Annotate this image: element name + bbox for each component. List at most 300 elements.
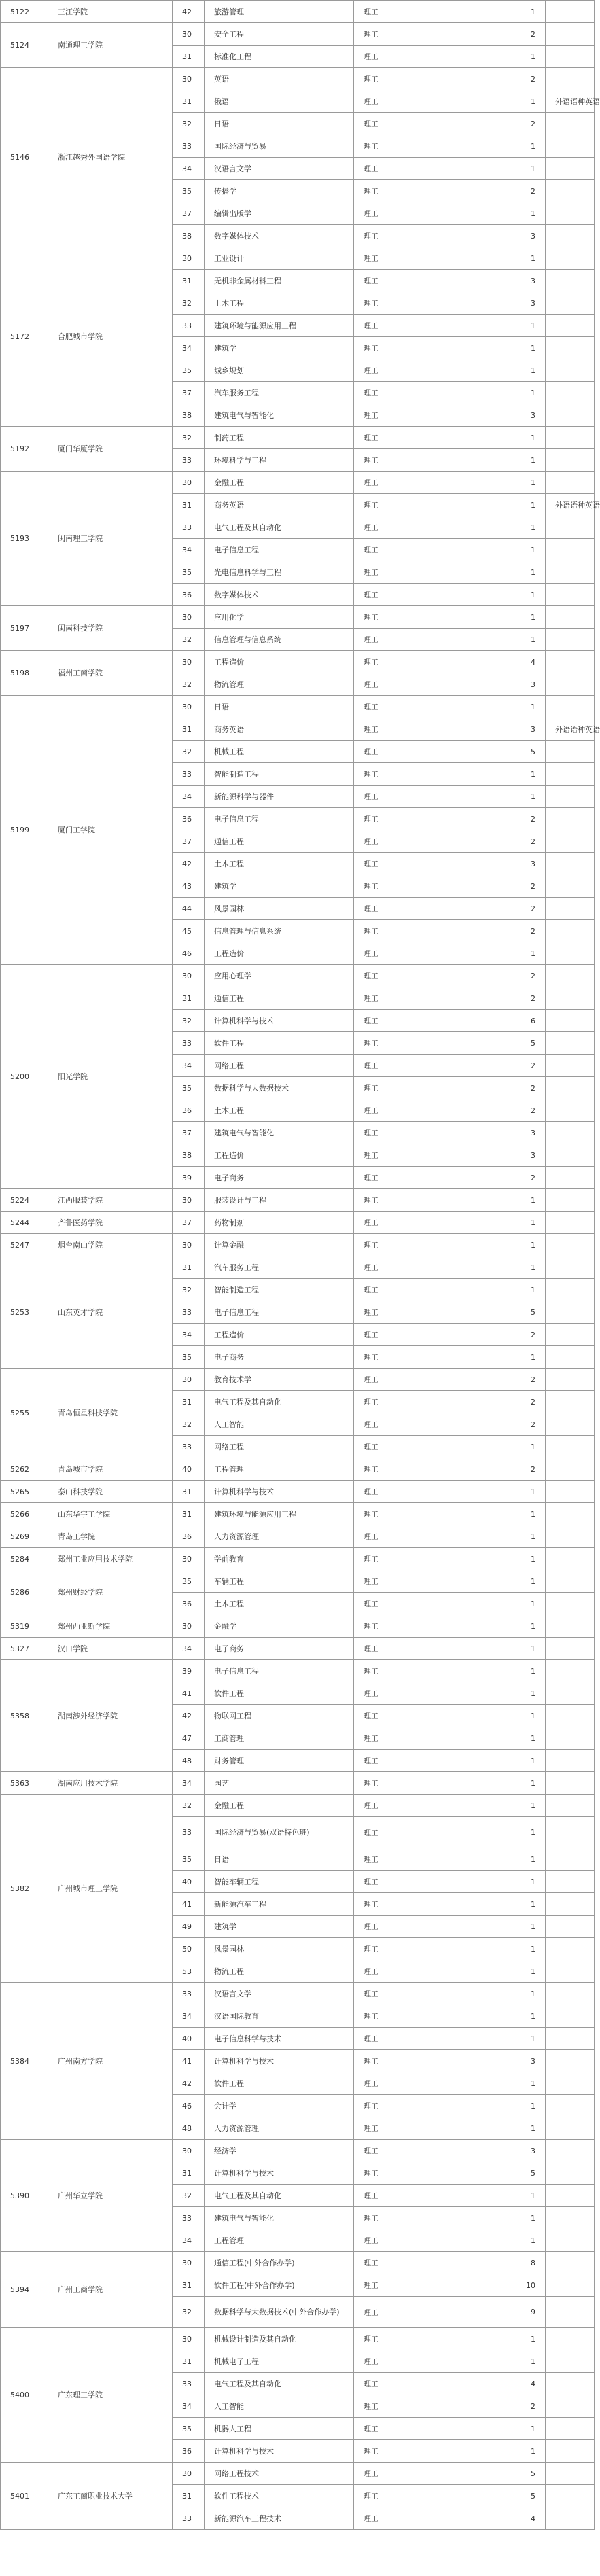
remark-cell	[546, 965, 595, 987]
group-code-cell: 33	[173, 449, 205, 472]
plan-count-cell: 2	[493, 830, 546, 853]
plan-count-cell: 8	[493, 2252, 546, 2274]
remark-cell	[546, 1, 595, 23]
major-name-cell: 土木工程	[205, 1593, 354, 1615]
remark-cell	[546, 1817, 595, 1848]
table-body	[1, 1, 600, 2530]
subject-type-cell: 理工	[354, 2229, 493, 2252]
group-code-cell: 34	[173, 539, 205, 561]
major-name-cell: 风景园林	[205, 1938, 354, 1960]
table-row	[1, 965, 595, 987]
group-code-cell: 37	[173, 1122, 205, 1144]
major-name-cell: 电气工程及其自动化	[205, 2185, 354, 2207]
major-name-cell: 新能源汽车工程	[205, 1893, 354, 1916]
subject-type-cell: 理工	[354, 987, 493, 1010]
remark-cell	[546, 337, 595, 359]
remark-cell	[546, 1212, 595, 1234]
school-name-cell: 青岛城市学院	[48, 1458, 173, 1481]
major-name-cell: 通信工程	[205, 830, 354, 853]
major-name-cell: 机械设计制造及其自动化	[205, 2328, 354, 2350]
table-row	[1, 1570, 595, 1593]
plan-count-cell: 1	[493, 1212, 546, 1234]
table-row	[1, 247, 595, 270]
remark-cell	[546, 404, 595, 427]
plan-count-cell: 1	[493, 763, 546, 786]
plan-count-cell: 5	[493, 2463, 546, 2485]
school-name-cell: 郑州财经学院	[48, 1570, 173, 1615]
group-code-cell: 32	[173, 629, 205, 651]
table-row	[1, 1983, 595, 2005]
major-name-cell: 商务英语	[205, 494, 354, 516]
remark-cell	[546, 2485, 595, 2507]
group-code-cell: 48	[173, 1750, 205, 1772]
subject-type-cell: 理工	[354, 696, 493, 718]
subject-type-cell: 理工	[354, 651, 493, 673]
plan-count-cell: 1	[493, 449, 546, 472]
subject-type-cell: 理工	[354, 1772, 493, 1795]
school-code-cell: 5172	[1, 247, 48, 427]
subject-type-cell: 理工	[354, 1525, 493, 1548]
remark-cell	[546, 1727, 595, 1750]
major-name-cell: 信息管理与信息系统	[205, 629, 354, 651]
major-name-cell: 金融学	[205, 1615, 354, 1638]
plan-count-cell: 2	[493, 808, 546, 830]
group-code-cell: 30	[173, 23, 205, 46]
group-code-cell: 33	[173, 516, 205, 539]
plan-count-cell: 1	[493, 494, 546, 516]
major-name-cell: 无机非金属材料工程	[205, 270, 354, 292]
remark-cell	[546, 113, 595, 135]
subject-type-cell: 理工	[354, 965, 493, 987]
group-code-cell: 39	[173, 1660, 205, 1682]
plan-count-cell: 1	[493, 382, 546, 404]
subject-type-cell: 理工	[354, 2395, 493, 2418]
major-name-cell: 制药工程	[205, 427, 354, 449]
school-code-cell: 5390	[1, 2140, 48, 2252]
school-name-cell: 广州南方学院	[48, 1983, 173, 2140]
major-name-cell: 日语	[205, 113, 354, 135]
plan-count-cell: 3	[493, 1122, 546, 1144]
subject-type-cell: 理工	[354, 46, 493, 68]
remark-cell	[546, 2162, 595, 2185]
remark-cell	[546, 763, 595, 786]
plan-count-cell: 5	[493, 1032, 546, 1055]
subject-type-cell: 理工	[354, 449, 493, 472]
major-name-cell: 新能源科学与器件	[205, 786, 354, 808]
remark-cell	[546, 1324, 595, 1346]
remark-cell	[546, 516, 595, 539]
group-code-cell: 30	[173, 651, 205, 673]
plan-count-cell: 1	[493, 2005, 546, 2028]
remark-cell	[546, 1144, 595, 1167]
remark-cell	[546, 696, 595, 718]
subject-type-cell: 理工	[354, 2373, 493, 2395]
plan-count-cell: 1	[493, 1983, 546, 2005]
group-code-cell: 31	[173, 718, 205, 741]
major-name-cell: 应用化学	[205, 606, 354, 629]
major-name-cell: 新能源汽车工程技术	[205, 2507, 354, 2530]
plan-count-cell: 3	[493, 853, 546, 875]
subject-type-cell: 理工	[354, 2050, 493, 2072]
subject-type-cell: 理工	[354, 763, 493, 786]
plan-count-cell: 1	[493, 1817, 546, 1848]
subject-type-cell: 理工	[354, 1938, 493, 1960]
school-code-cell: 5384	[1, 1983, 48, 2140]
plan-count-cell: 1	[493, 1548, 546, 1570]
subject-type-cell: 理工	[354, 427, 493, 449]
plan-count-cell: 1	[493, 2185, 546, 2207]
remark-cell	[546, 46, 595, 68]
plan-count-cell: 2	[493, 68, 546, 90]
remark-cell	[546, 2140, 595, 2162]
group-code-cell: 33	[173, 2207, 205, 2229]
group-code-cell: 31	[173, 46, 205, 68]
remark-cell	[546, 898, 595, 920]
subject-type-cell: 理工	[354, 2418, 493, 2440]
school-code-cell: 5122	[1, 1, 48, 23]
subject-type-cell: 理工	[354, 1893, 493, 1916]
plan-count-cell: 1	[493, 942, 546, 965]
plan-count-cell: 1	[493, 1938, 546, 1960]
remark-cell	[546, 942, 595, 965]
group-code-cell: 34	[173, 786, 205, 808]
table-row	[1, 2328, 595, 2350]
remark-cell	[546, 1893, 595, 1916]
group-code-cell: 40	[173, 1871, 205, 1893]
subject-type-cell: 理工	[354, 1682, 493, 1705]
major-name-cell: 机械电子工程	[205, 2350, 354, 2373]
subject-type-cell: 理工	[354, 90, 493, 113]
remark-cell	[546, 2297, 595, 2328]
group-code-cell: 31	[173, 2162, 205, 2185]
major-name-cell: 经济学	[205, 2140, 354, 2162]
school-code-cell: 5262	[1, 1458, 48, 1481]
major-name-cell: 编辑出版学	[205, 202, 354, 225]
subject-type-cell: 理工	[354, 382, 493, 404]
plan-count-cell: 2	[493, 1458, 546, 1481]
remark-cell	[546, 875, 595, 898]
table-row	[1, 2140, 595, 2162]
remark-cell	[546, 1570, 595, 1593]
subject-type-cell: 理工	[354, 1960, 493, 1983]
remark-cell	[546, 2463, 595, 2485]
school-name-cell: 广东理工学院	[48, 2328, 173, 2463]
table-row	[1, 696, 595, 718]
table-row	[1, 606, 595, 629]
major-name-cell: 通信工程(中外合作办学)	[205, 2252, 354, 2274]
remark-cell	[546, 2229, 595, 2252]
school-name-cell: 齐鲁医药学院	[48, 1212, 173, 1234]
remark-cell	[546, 2252, 595, 2274]
subject-type-cell: 理工	[354, 1099, 493, 1122]
major-name-cell: 建筑学	[205, 1916, 354, 1938]
major-name-cell: 数字媒体技术	[205, 225, 354, 247]
remark-cell	[546, 202, 595, 225]
major-name-cell: 智能车辆工程	[205, 1871, 354, 1893]
subject-type-cell: 理工	[354, 2440, 493, 2463]
group-code-cell: 32	[173, 673, 205, 696]
plan-count-cell: 1	[493, 1848, 546, 1871]
major-name-cell: 城乡规划	[205, 359, 354, 382]
major-name-cell: 日语	[205, 696, 354, 718]
group-code-cell: 31	[173, 2350, 205, 2373]
remark-cell	[546, 2274, 595, 2297]
group-code-cell: 35	[173, 180, 205, 202]
subject-type-cell: 理工	[354, 1301, 493, 1324]
group-code-cell: 41	[173, 1682, 205, 1705]
remark-cell	[546, 606, 595, 629]
major-name-cell: 计算机科学与技术	[205, 2050, 354, 2072]
school-code-cell: 5200	[1, 965, 48, 1189]
table-row	[1, 1772, 595, 1795]
remark-cell	[546, 135, 595, 158]
major-name-cell: 计算机科学与技术	[205, 2162, 354, 2185]
remark-cell	[546, 1256, 595, 1279]
major-name-cell: 人力资源管理	[205, 1525, 354, 1548]
major-name-cell: 软件工程技术	[205, 2485, 354, 2507]
plan-count-cell: 1	[493, 1916, 546, 1938]
remark-cell	[546, 2328, 595, 2350]
group-code-cell: 40	[173, 1458, 205, 1481]
school-name-cell: 三江学院	[48, 1, 173, 23]
group-code-cell: 38	[173, 404, 205, 427]
subject-type-cell: 理工	[354, 1413, 493, 1436]
remark-cell	[546, 561, 595, 584]
group-code-cell: 30	[173, 1189, 205, 1212]
plan-count-cell: 1	[493, 1727, 546, 1750]
group-code-cell: 36	[173, 808, 205, 830]
group-code-cell: 53	[173, 1960, 205, 1983]
major-name-cell: 工业设计	[205, 247, 354, 270]
subject-type-cell: 理工	[354, 1, 493, 23]
plan-count-cell: 3	[493, 718, 546, 741]
subject-type-cell: 理工	[354, 1122, 493, 1144]
school-name-cell: 厦门工学院	[48, 696, 173, 965]
plan-count-cell: 1	[493, 516, 546, 539]
major-name-cell: 标准化工程	[205, 46, 354, 68]
school-name-cell: 福州工商学院	[48, 651, 173, 696]
major-name-cell: 机械工程	[205, 741, 354, 763]
plan-count-cell: 1	[493, 135, 546, 158]
major-name-cell: 网络工程技术	[205, 2463, 354, 2485]
school-code-cell: 5394	[1, 2252, 48, 2328]
plan-count-cell: 1	[493, 1481, 546, 1503]
major-name-cell: 建筑环境与能源应用工程	[205, 1503, 354, 1525]
plan-count-cell: 1	[493, 2207, 546, 2229]
remark-cell	[546, 1525, 595, 1548]
remark-cell	[546, 1938, 595, 1960]
major-name-cell: 工程造价	[205, 1324, 354, 1346]
plan-count-cell: 1	[493, 786, 546, 808]
school-name-cell: 汉口学院	[48, 1638, 173, 1660]
remark-cell	[546, 1301, 595, 1324]
plan-count-cell: 3	[493, 225, 546, 247]
group-code-cell: 30	[173, 1615, 205, 1638]
major-name-cell: 计算金融	[205, 1234, 354, 1256]
group-code-cell: 38	[173, 1144, 205, 1167]
group-code-cell: 35	[173, 561, 205, 584]
school-code-cell: 5265	[1, 1481, 48, 1503]
school-name-cell: 青岛恒星科技学院	[48, 1369, 173, 1458]
subject-type-cell: 理工	[354, 1916, 493, 1938]
plan-count-cell: 1	[493, 1256, 546, 1279]
major-name-cell: 应用心理学	[205, 965, 354, 987]
plan-count-cell: 1	[493, 1795, 546, 1817]
plan-count-cell: 3	[493, 2050, 546, 2072]
subject-type-cell: 理工	[354, 337, 493, 359]
table-row	[1, 1795, 595, 1817]
subject-type-cell: 理工	[354, 2274, 493, 2297]
subject-type-cell: 理工	[354, 561, 493, 584]
group-code-cell: 34	[173, 337, 205, 359]
major-name-cell: 建筑电气与智能化	[205, 404, 354, 427]
major-name-cell: 国际经济与贸易(双语特色班)	[205, 1817, 354, 1848]
plan-count-cell: 1	[493, 315, 546, 337]
plan-count-cell: 2	[493, 1055, 546, 1077]
group-code-cell: 35	[173, 1848, 205, 1871]
plan-count-cell: 3	[493, 673, 546, 696]
school-code-cell: 5244	[1, 1212, 48, 1234]
major-name-cell: 建筑电气与智能化	[205, 2207, 354, 2229]
subject-type-cell: 理工	[354, 2005, 493, 2028]
group-code-cell: 32	[173, 2185, 205, 2207]
table-row	[1, 2252, 595, 2274]
plan-count-cell: 2	[493, 1413, 546, 1436]
group-code-cell: 33	[173, 1983, 205, 2005]
remark-cell	[546, 1099, 595, 1122]
table-row	[1, 1212, 595, 1234]
subject-type-cell: 理工	[354, 2185, 493, 2207]
major-name-cell: 网络工程	[205, 1436, 354, 1458]
remark-cell	[546, 1032, 595, 1055]
major-name-cell: 金融工程	[205, 1795, 354, 1817]
group-code-cell: 30	[173, 696, 205, 718]
major-name-cell: 物流管理	[205, 673, 354, 696]
plan-count-cell: 3	[493, 1144, 546, 1167]
remark-cell	[546, 1682, 595, 1705]
group-code-cell: 33	[173, 1817, 205, 1848]
plan-count-cell: 5	[493, 2485, 546, 2507]
plan-count-cell: 1	[493, 629, 546, 651]
group-code-cell: 32	[173, 741, 205, 763]
school-name-cell: 闽南理工学院	[48, 472, 173, 606]
remark-cell	[546, 2072, 595, 2095]
group-code-cell: 32	[173, 1413, 205, 1436]
school-name-cell: 广州城市理工学院	[48, 1795, 173, 1983]
group-code-cell: 32	[173, 1279, 205, 1301]
major-name-cell: 电子信息科学与技术	[205, 2028, 354, 2050]
table-row	[1, 1638, 595, 1660]
plan-count-cell: 1	[493, 46, 546, 68]
group-code-cell: 45	[173, 920, 205, 942]
remark-cell	[546, 359, 595, 382]
plan-count-cell: 2	[493, 1099, 546, 1122]
remark-cell	[546, 1122, 595, 1144]
school-code-cell: 5266	[1, 1503, 48, 1525]
remark-cell	[546, 1369, 595, 1391]
major-name-cell: 智能制造工程	[205, 763, 354, 786]
group-code-cell: 42	[173, 1705, 205, 1727]
group-code-cell: 34	[173, 2395, 205, 2418]
remark-cell	[546, 1795, 595, 1817]
group-code-cell: 36	[173, 1525, 205, 1548]
remark-cell	[546, 2440, 595, 2463]
group-code-cell: 36	[173, 2440, 205, 2463]
major-name-cell: 电气工程及其自动化	[205, 1391, 354, 1413]
plan-count-cell: 1	[493, 247, 546, 270]
major-name-cell: 计算机科学与技术	[205, 2440, 354, 2463]
school-code-cell: 5197	[1, 606, 48, 651]
plan-count-cell: 9	[493, 2297, 546, 2328]
school-code-cell: 5198	[1, 651, 48, 696]
plan-count-cell: 2	[493, 987, 546, 1010]
major-name-cell: 工商管理	[205, 1727, 354, 1750]
group-code-cell: 42	[173, 853, 205, 875]
major-name-cell: 俄语	[205, 90, 354, 113]
group-code-cell: 31	[173, 1256, 205, 1279]
school-name-cell: 青岛工学院	[48, 1525, 173, 1548]
plan-count-cell: 2	[493, 113, 546, 135]
group-code-cell: 48	[173, 2117, 205, 2140]
plan-count-cell: 1	[493, 2229, 546, 2252]
subject-type-cell: 理工	[354, 1570, 493, 1593]
plan-count-cell: 2	[493, 23, 546, 46]
plan-count-cell: 1	[493, 2328, 546, 2350]
plan-count-cell: 2	[493, 2395, 546, 2418]
major-name-cell: 金融工程	[205, 472, 354, 494]
subject-type-cell: 理工	[354, 472, 493, 494]
remark-cell	[546, 1234, 595, 1256]
major-name-cell: 人工智能	[205, 2395, 354, 2418]
remark-cell	[546, 315, 595, 337]
school-code-cell: 5400	[1, 2328, 48, 2463]
plan-count-cell: 3	[493, 404, 546, 427]
group-code-cell: 39	[173, 1167, 205, 1189]
subject-type-cell: 理工	[354, 1391, 493, 1413]
group-code-cell: 31	[173, 987, 205, 1010]
table-row	[1, 23, 595, 46]
remark-cell	[546, 1503, 595, 1525]
plan-count-cell: 1	[493, 1615, 546, 1638]
major-name-cell: 机器人工程	[205, 2418, 354, 2440]
remark-cell	[546, 786, 595, 808]
remark-cell	[546, 2028, 595, 2050]
group-code-cell: 34	[173, 1772, 205, 1795]
group-code-cell: 50	[173, 1938, 205, 1960]
school-code-cell: 5253	[1, 1256, 48, 1369]
remark-cell	[546, 853, 595, 875]
subject-type-cell: 理工	[354, 247, 493, 270]
subject-type-cell: 理工	[354, 629, 493, 651]
subject-type-cell: 理工	[354, 875, 493, 898]
plan-count-cell: 1	[493, 1960, 546, 1983]
table-row	[1, 1525, 595, 1548]
major-name-cell: 工程造价	[205, 942, 354, 965]
group-code-cell: 35	[173, 1570, 205, 1593]
school-name-cell: 江西服装学院	[48, 1189, 173, 1212]
subject-type-cell: 理工	[354, 808, 493, 830]
group-code-cell: 32	[173, 2297, 205, 2328]
plan-count-cell: 1	[493, 1871, 546, 1893]
school-name-cell: 浙江越秀外国语学院	[48, 68, 173, 247]
subject-type-cell: 理工	[354, 1458, 493, 1481]
remark-cell	[546, 1615, 595, 1638]
plan-count-cell: 1	[493, 1893, 546, 1916]
subject-type-cell: 理工	[354, 1848, 493, 1871]
subject-type-cell: 理工	[354, 1727, 493, 1750]
subject-type-cell: 理工	[354, 2507, 493, 2530]
plan-count-cell: 1	[493, 202, 546, 225]
